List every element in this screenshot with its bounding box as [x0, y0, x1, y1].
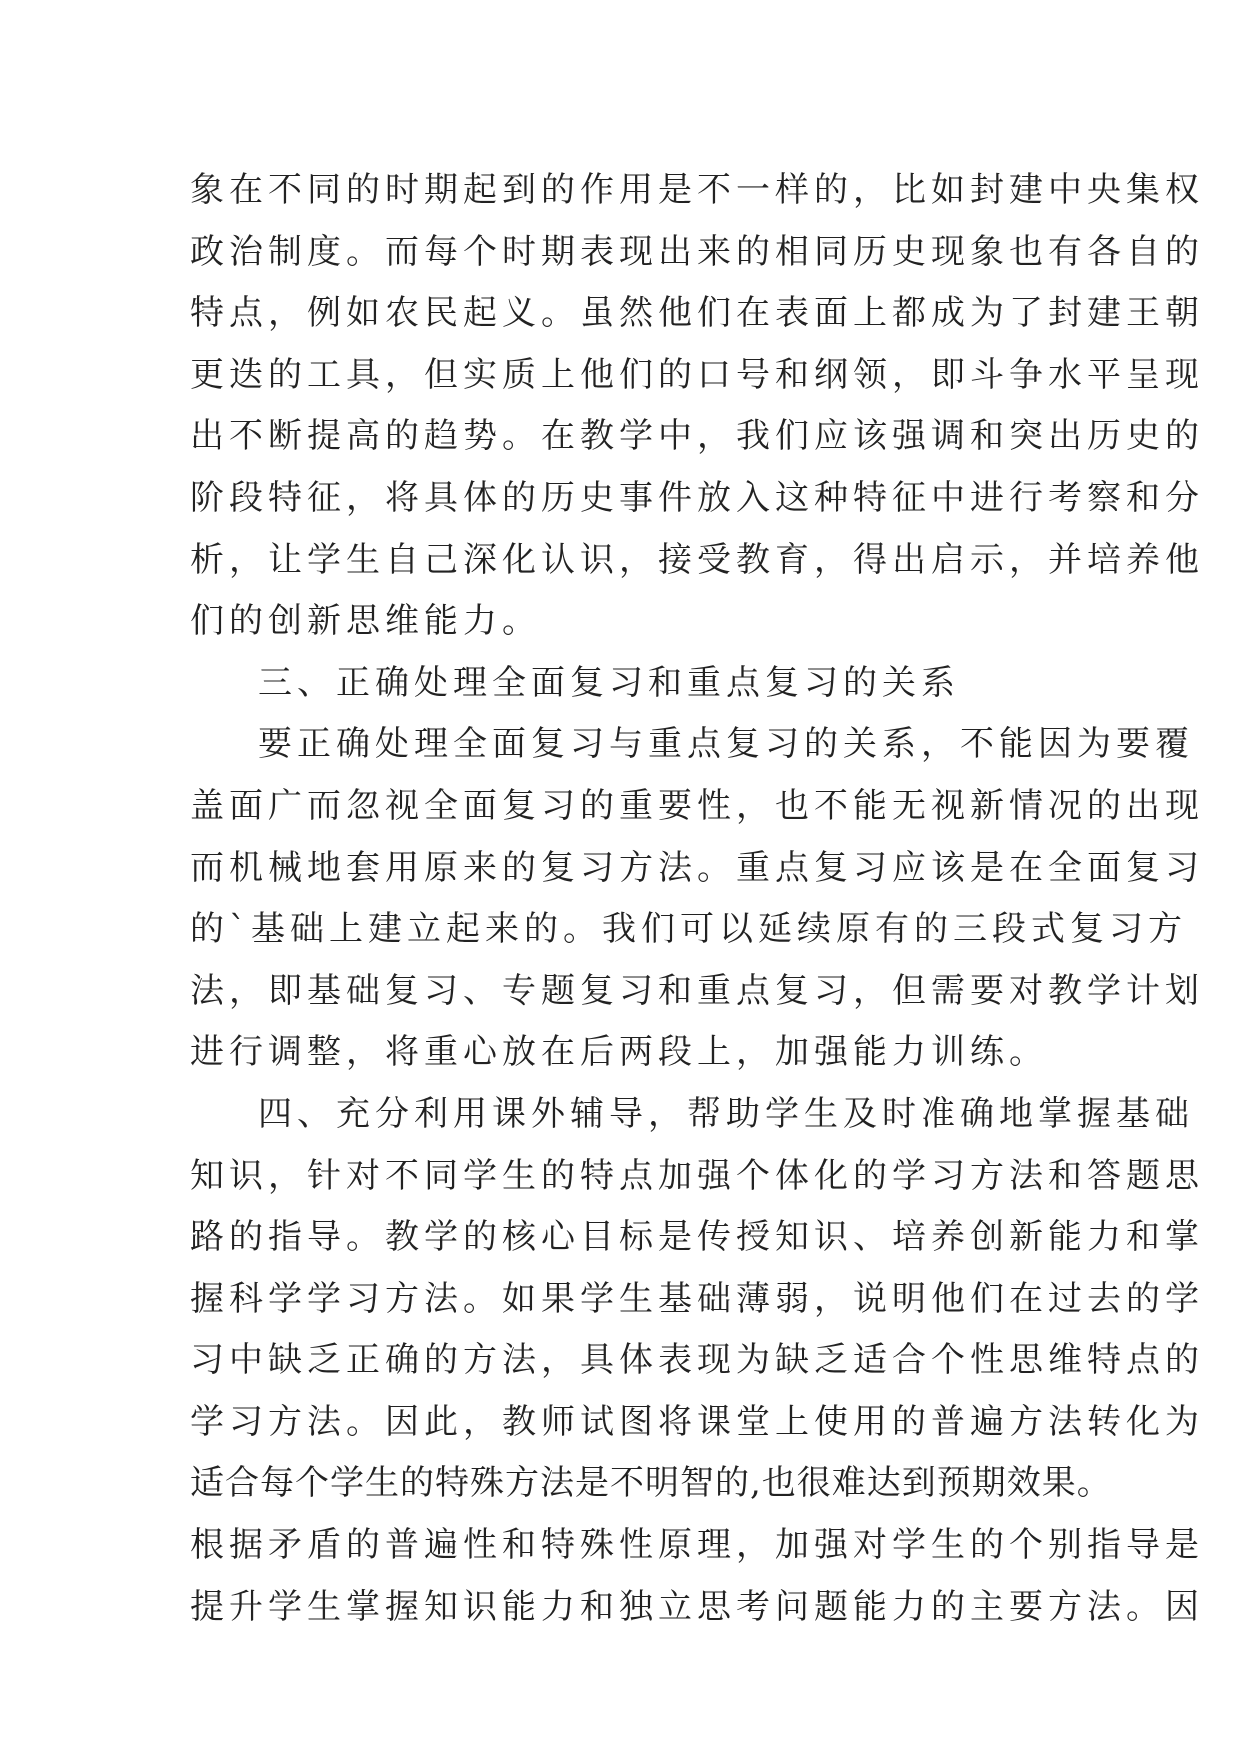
text-line: 知识，针对不同学生的特点加强个体化的学习方法和答题思 — [190, 1155, 1204, 1196]
section-heading: 三、正确处理全面复习和重点复习的关系 — [258, 662, 960, 703]
text-line: 析，让学生自己深化认识，接受教育，得出启示，并培养他 — [190, 539, 1204, 580]
text-line: 要正确处理全面复习与重点复习的关系，不能因为要覆 — [258, 724, 1194, 765]
section-heading: 四、充分利用课外辅导，帮助学生及时准确地掌握基础 — [258, 1093, 1194, 1134]
text-line: 学习方法。因此，教师试图将课堂上使用的普遍方法转化为 — [190, 1401, 1204, 1442]
text-line: 习中缺乏正确的方法，具体表现为缺乏适合个性思维特点的 — [190, 1340, 1204, 1381]
text-line: 出不断提高的趋势。在教学中，我们应该强调和突出历史的 — [190, 416, 1204, 457]
text-line: 更迭的工具，但实质上他们的口号和纲领，即斗争水平呈现 — [190, 354, 1204, 395]
text-line: 盖面广而忽视全面复习的重要性，也不能无视新情况的出现 — [190, 785, 1204, 826]
text-line: 路的指导。教学的核心目标是传授知识、培养创新能力和掌 — [190, 1217, 1204, 1258]
text-line: 根据矛盾的普遍性和特殊性原理，加强对学生的个别指导是 — [190, 1525, 1204, 1566]
text-line: 政治制度。而每个时期表现出来的相同历史现象也有各自的 — [190, 231, 1204, 272]
text-line: 阶段特征，将具体的历史事件放入这种特征中进行考察和分 — [190, 477, 1204, 518]
text-line: 握科学学习方法。如果学生基础薄弱，说明他们在过去的学 — [190, 1278, 1204, 1319]
text-line: 进行调整，将重心放在后两段上，加强能力训练。 — [190, 1032, 1048, 1073]
text-line: 象在不同的时期起到的作用是不一样的，比如封建中央集权 — [190, 170, 1204, 210]
text-line: 而机械地套用原来的复习方法。重点复习应该是在全面复习 — [190, 847, 1204, 888]
text-line: 特点，例如农民起义。虽然他们在表面上都成为了封建王朝 — [190, 293, 1204, 334]
text-line: 们的创新思维能力。 — [190, 601, 541, 642]
text-line: 提升学生掌握知识能力和独立思考问题能力的主要方法。因 — [190, 1586, 1204, 1627]
text-line: 法，即基础复习、专题复习和重点复习，但需要对教学计划 — [190, 970, 1204, 1011]
text-line: 适合每个学生的特殊方法是不明智的,也很难达到预期效果。 — [190, 1463, 1112, 1504]
document-body — [190, 160, 1204, 1638]
text-line: 的`基础上建立起来的。我们可以延续原有的三段式复习方 — [190, 909, 1187, 950]
